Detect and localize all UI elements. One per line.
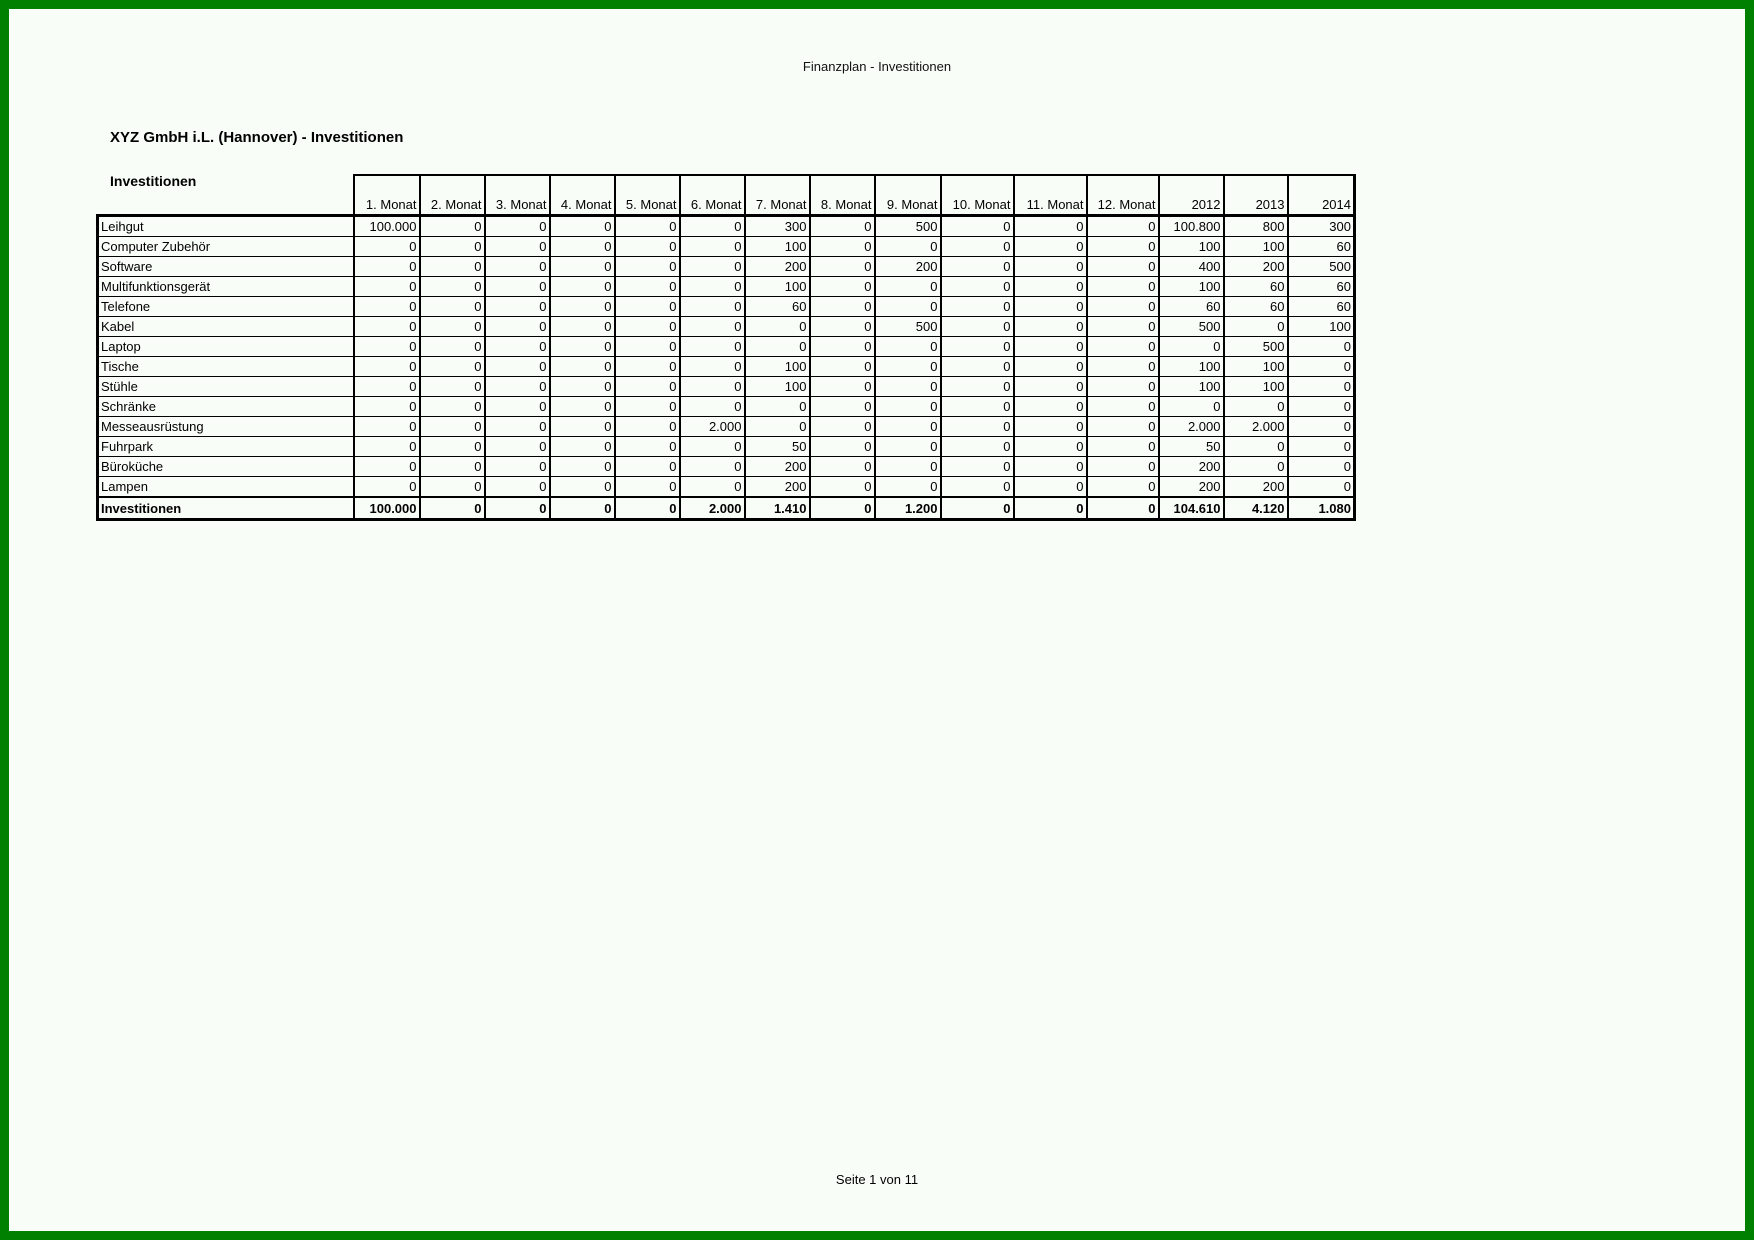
table-cell: 0 <box>810 497 875 520</box>
table-cell: 0 <box>1087 297 1159 317</box>
table-cell: 200 <box>745 477 810 498</box>
table-cell: 0 <box>1087 337 1159 357</box>
column-header: 8. Monat <box>810 175 875 216</box>
header-blank-cell <box>98 175 354 216</box>
table-cell: 0 <box>354 297 420 317</box>
table-cell: 0 <box>941 357 1014 377</box>
table-cell: 100 <box>1159 277 1224 297</box>
table-cell: 0 <box>354 317 420 337</box>
table-cell: 0 <box>745 337 810 357</box>
row-label: Leihgut <box>98 216 354 237</box>
page-header-title: Finanzplan - Investitionen <box>802 59 952 74</box>
table-cell: 0 <box>680 337 745 357</box>
table-cell: 0 <box>550 297 615 317</box>
column-header: 5. Monat <box>615 175 680 216</box>
table-cell: 200 <box>745 257 810 277</box>
table-cell: 0 <box>615 417 680 437</box>
column-header: 2012 <box>1159 175 1224 216</box>
table-cell: 0 <box>485 337 550 357</box>
table-cell: 0 <box>941 397 1014 417</box>
table-cell: 0 <box>354 477 420 498</box>
table-cell: 0 <box>680 477 745 498</box>
table-cell: 0 <box>680 317 745 337</box>
table-cell: 60 <box>1288 277 1355 297</box>
table-cell: 0 <box>1224 317 1288 337</box>
table-cell: 0 <box>485 457 550 477</box>
table-cell: 100 <box>1224 237 1288 257</box>
table-cell: 0 <box>810 397 875 417</box>
table-cell: 0 <box>1087 257 1159 277</box>
table-cell: 0 <box>420 397 485 417</box>
table-cell: 1.410 <box>745 497 810 520</box>
table-cell: 0 <box>550 417 615 437</box>
table-cell: 0 <box>810 477 875 498</box>
table-cell: 0 <box>485 297 550 317</box>
table-cell: 60 <box>1288 237 1355 257</box>
table-cell: 0 <box>420 357 485 377</box>
table-cell: 0 <box>875 417 941 437</box>
table-cell: 0 <box>1087 477 1159 498</box>
table-cell: 100 <box>1159 377 1224 397</box>
table-cell: 0 <box>1087 237 1159 257</box>
table-cell: 0 <box>941 257 1014 277</box>
table-row <box>98 417 1355 437</box>
table-cell: 0 <box>354 277 420 297</box>
table-cell: 0 <box>615 497 680 520</box>
table-cell: 0 <box>680 297 745 317</box>
table-cell: 100.000 <box>354 497 420 520</box>
table-cell: 0 <box>550 477 615 498</box>
table-row <box>98 317 1355 337</box>
table-cell: 0 <box>354 457 420 477</box>
column-header: 3. Monat <box>485 175 550 216</box>
table-cell: 0 <box>420 277 485 297</box>
table-cell: 0 <box>420 377 485 397</box>
table-row <box>98 216 1355 237</box>
table-cell: 0 <box>810 317 875 337</box>
column-header: 4. Monat <box>550 175 615 216</box>
table-cell: 100.800 <box>1159 216 1224 237</box>
row-label: Büroküche <box>98 457 354 477</box>
page-number: Seite 1 von 11 <box>835 1172 919 1187</box>
table-row <box>98 397 1355 417</box>
table-cell: 0 <box>420 257 485 277</box>
table-cell: 0 <box>420 477 485 498</box>
table-cell: 0 <box>485 497 550 520</box>
table-cell: 0 <box>485 277 550 297</box>
row-label: Stühle <box>98 377 354 397</box>
table-cell: 0 <box>420 457 485 477</box>
table-cell: 0 <box>1288 397 1355 417</box>
table-cell: 300 <box>1288 216 1355 237</box>
table-cell: 0 <box>354 257 420 277</box>
table-cell: 0 <box>810 417 875 437</box>
table-cell: 0 <box>941 237 1014 257</box>
table-cell: 0 <box>1087 277 1159 297</box>
table-row <box>98 377 1355 397</box>
table-cell: 100 <box>1224 357 1288 377</box>
table-cell: 2.000 <box>680 417 745 437</box>
row-label: Fuhrpark <box>98 437 354 457</box>
table-cell: 0 <box>1224 397 1288 417</box>
table-row <box>98 277 1355 297</box>
table-cell: 0 <box>354 377 420 397</box>
table-cell: 0 <box>615 297 680 317</box>
table-cell: 0 <box>550 457 615 477</box>
table-cell: 0 <box>941 317 1014 337</box>
row-label: Multifunktionsgerät <box>98 277 354 297</box>
table-cell: 100 <box>745 357 810 377</box>
table-cell: 0 <box>875 277 941 297</box>
table-cell: 2.000 <box>1224 417 1288 437</box>
table-cell: 0 <box>810 216 875 237</box>
table-cell: 0 <box>485 357 550 377</box>
table-cell: 0 <box>1224 437 1288 457</box>
table-cell: 0 <box>550 317 615 337</box>
table-cell: 0 <box>941 437 1014 457</box>
column-header: 2014 <box>1288 175 1355 216</box>
table-cell: 0 <box>941 216 1014 237</box>
table-cell: 0 <box>680 237 745 257</box>
column-header: 6. Monat <box>680 175 745 216</box>
table-cell: 0 <box>680 257 745 277</box>
table-cell: 0 <box>420 437 485 457</box>
table-cell: 0 <box>745 417 810 437</box>
table-cell: 60 <box>1288 297 1355 317</box>
table-cell: 60 <box>1224 277 1288 297</box>
table-cell: 0 <box>485 317 550 337</box>
row-label: Investitionen <box>98 497 354 520</box>
table-cell: 500 <box>1224 337 1288 357</box>
table-cell: 1.080 <box>1288 497 1355 520</box>
table-cell: 0 <box>420 497 485 520</box>
table-row <box>98 477 1355 498</box>
table-row <box>98 437 1355 457</box>
table-cell: 0 <box>1014 297 1087 317</box>
table-cell: 100 <box>1159 357 1224 377</box>
table-row <box>98 457 1355 477</box>
table-cell: 0 <box>615 337 680 357</box>
column-header: 2013 <box>1224 175 1288 216</box>
table-cell: 400 <box>1159 257 1224 277</box>
table-cell: 0 <box>1014 417 1087 437</box>
table-cell: 0 <box>485 237 550 257</box>
row-label: Software <box>98 257 354 277</box>
table-cell: 0 <box>550 397 615 417</box>
table-cell: 0 <box>875 377 941 397</box>
table-cell: 0 <box>615 216 680 237</box>
table-cell: 0 <box>485 437 550 457</box>
table-cell: 100 <box>1288 317 1355 337</box>
table-cell: 0 <box>1014 317 1087 337</box>
table-cell: 500 <box>1159 317 1224 337</box>
table-cell: 104.610 <box>1159 497 1224 520</box>
table-cell: 0 <box>354 337 420 357</box>
table-cell: 0 <box>875 237 941 257</box>
table-cell: 0 <box>941 417 1014 437</box>
table-cell: 0 <box>615 377 680 397</box>
table-cell: 0 <box>1087 497 1159 520</box>
table-cell: 0 <box>941 457 1014 477</box>
table-cell: 1.200 <box>875 497 941 520</box>
table-row <box>98 237 1355 257</box>
table-cell: 0 <box>485 216 550 237</box>
table-cell: 0 <box>1288 457 1355 477</box>
table-cell: 0 <box>1087 357 1159 377</box>
table-cell: 0 <box>354 437 420 457</box>
column-header: 1. Monat <box>354 175 420 216</box>
table-cell: 0 <box>941 297 1014 317</box>
table-cell: 50 <box>1159 437 1224 457</box>
table-cell: 100.000 <box>354 216 420 237</box>
table-cell: 0 <box>485 377 550 397</box>
document-title: XYZ GmbH i.L. (Hannover) - Investitionen <box>110 129 404 146</box>
table-cell: 0 <box>1288 477 1355 498</box>
table-cell: 0 <box>810 457 875 477</box>
column-header: 9. Monat <box>875 175 941 216</box>
table-cell: 0 <box>550 497 615 520</box>
table-cell: 0 <box>1087 377 1159 397</box>
table-cell: 0 <box>1224 457 1288 477</box>
table-cell: 0 <box>550 237 615 257</box>
table-cell: 0 <box>1087 417 1159 437</box>
table-cell: 0 <box>615 477 680 498</box>
table-cell: 0 <box>1159 337 1224 357</box>
column-header: 7. Monat <box>745 175 810 216</box>
table-cell: 0 <box>680 397 745 417</box>
table-cell: 0 <box>485 477 550 498</box>
table-cell: 0 <box>550 337 615 357</box>
table-cell: 0 <box>615 237 680 257</box>
total-row <box>98 497 1355 520</box>
table-cell: 0 <box>1087 397 1159 417</box>
table-cell: 0 <box>354 357 420 377</box>
table-cell: 0 <box>810 257 875 277</box>
table-cell: 0 <box>680 437 745 457</box>
table-cell: 0 <box>875 297 941 317</box>
table-cell: 0 <box>1014 377 1087 397</box>
table-cell: 0 <box>550 277 615 297</box>
table-cell: 200 <box>1159 457 1224 477</box>
table-cell: 60 <box>745 297 810 317</box>
table-cell: 0 <box>810 377 875 397</box>
table-cell: 0 <box>1288 417 1355 437</box>
table-cell: 0 <box>875 477 941 498</box>
table-cell: 0 <box>810 277 875 297</box>
table-cell: 0 <box>420 297 485 317</box>
row-label: Lampen <box>98 477 354 498</box>
table-cell: 0 <box>1159 397 1224 417</box>
investment-table <box>96 174 1356 521</box>
table-cell: 2.000 <box>680 497 745 520</box>
row-label: Computer Zubehör <box>98 237 354 257</box>
row-label: Telefone <box>98 297 354 317</box>
table-cell: 4.120 <box>1224 497 1288 520</box>
table-cell: 0 <box>550 357 615 377</box>
table-cell: 0 <box>550 377 615 397</box>
table-cell: 200 <box>1159 477 1224 498</box>
column-header: 12. Monat <box>1087 175 1159 216</box>
table-cell: 0 <box>420 417 485 437</box>
table-cell: 200 <box>1224 477 1288 498</box>
table-cell: 0 <box>1014 216 1087 237</box>
table-cell: 100 <box>1224 377 1288 397</box>
table-cell: 0 <box>1014 477 1087 498</box>
table-cell: 0 <box>1014 277 1087 297</box>
table-cell: 100 <box>745 237 810 257</box>
table-cell: 0 <box>1014 337 1087 357</box>
table-cell: 200 <box>875 257 941 277</box>
table-cell: 0 <box>745 317 810 337</box>
table-cell: 0 <box>615 437 680 457</box>
table-cell: 0 <box>680 457 745 477</box>
table-cell: 800 <box>1224 216 1288 237</box>
table-cell: 0 <box>615 397 680 417</box>
table-cell: 0 <box>550 216 615 237</box>
table-cell: 0 <box>1014 357 1087 377</box>
row-label: Messeausrüstung <box>98 417 354 437</box>
table-cell: 0 <box>615 457 680 477</box>
table-cell: 0 <box>420 317 485 337</box>
table-cell: 0 <box>941 337 1014 357</box>
table-cell: 0 <box>420 237 485 257</box>
table-cell: 0 <box>1014 237 1087 257</box>
table-cell: 0 <box>485 417 550 437</box>
row-label: Tische <box>98 357 354 377</box>
table-cell: 0 <box>875 437 941 457</box>
table-cell: 60 <box>1224 297 1288 317</box>
table-cell: 0 <box>550 437 615 457</box>
table-cell: 0 <box>941 277 1014 297</box>
table-cell: 0 <box>875 337 941 357</box>
table-cell: 0 <box>354 237 420 257</box>
table-cell: 2.000 <box>1159 417 1224 437</box>
table-cell: 0 <box>1288 337 1355 357</box>
section-title: Investitionen <box>110 173 197 189</box>
table-cell: 0 <box>1087 216 1159 237</box>
table-cell: 100 <box>745 277 810 297</box>
header-row <box>98 175 1355 216</box>
table-cell: 0 <box>615 357 680 377</box>
table-cell: 0 <box>1288 437 1355 457</box>
table-cell: 0 <box>1014 397 1087 417</box>
column-header: 2. Monat <box>420 175 485 216</box>
table-cell: 0 <box>810 337 875 357</box>
table-row <box>98 337 1355 357</box>
table-cell: 0 <box>875 357 941 377</box>
table-cell: 0 <box>615 257 680 277</box>
table-cell: 0 <box>745 397 810 417</box>
table-cell: 0 <box>1288 357 1355 377</box>
row-label: Kabel <box>98 317 354 337</box>
table-cell: 0 <box>810 357 875 377</box>
row-label: Schränke <box>98 397 354 417</box>
table-cell: 100 <box>1159 237 1224 257</box>
table-cell: 0 <box>354 417 420 437</box>
table-cell: 0 <box>485 257 550 277</box>
table-cell: 0 <box>680 277 745 297</box>
table-cell: 60 <box>1159 297 1224 317</box>
table-cell: 0 <box>485 397 550 417</box>
table-cell: 0 <box>615 317 680 337</box>
table-cell: 0 <box>354 397 420 417</box>
table-cell: 50 <box>745 437 810 457</box>
table-cell: 0 <box>1014 437 1087 457</box>
table-cell: 0 <box>680 377 745 397</box>
table-row <box>98 297 1355 317</box>
table-cell: 200 <box>1224 257 1288 277</box>
table-cell: 300 <box>745 216 810 237</box>
table-cell: 0 <box>680 216 745 237</box>
table-cell: 0 <box>680 357 745 377</box>
table-cell: 0 <box>1288 377 1355 397</box>
table-cell: 0 <box>810 237 875 257</box>
table-cell: 0 <box>1087 457 1159 477</box>
table-cell: 200 <box>745 457 810 477</box>
table-cell: 500 <box>875 216 941 237</box>
table-cell: 100 <box>745 377 810 397</box>
table-row <box>98 257 1355 277</box>
table-cell: 0 <box>875 397 941 417</box>
table-cell: 0 <box>420 337 485 357</box>
table-cell: 0 <box>875 457 941 477</box>
column-header: 10. Monat <box>941 175 1014 216</box>
table-cell: 0 <box>1014 257 1087 277</box>
table-cell: 0 <box>941 477 1014 498</box>
table-cell: 0 <box>810 297 875 317</box>
table-cell: 500 <box>875 317 941 337</box>
table-cell: 0 <box>1014 497 1087 520</box>
table-cell: 0 <box>1014 457 1087 477</box>
table-cell: 0 <box>810 437 875 457</box>
column-header: 11. Monat <box>1014 175 1087 216</box>
table-cell: 0 <box>420 216 485 237</box>
table-cell: 0 <box>1087 317 1159 337</box>
table-cell: 0 <box>615 277 680 297</box>
table-cell: 0 <box>1087 437 1159 457</box>
table-cell: 0 <box>550 257 615 277</box>
table-cell: 0 <box>941 377 1014 397</box>
row-label: Laptop <box>98 337 354 357</box>
table-cell: 0 <box>941 497 1014 520</box>
table-row <box>98 357 1355 377</box>
table-cell: 500 <box>1288 257 1355 277</box>
